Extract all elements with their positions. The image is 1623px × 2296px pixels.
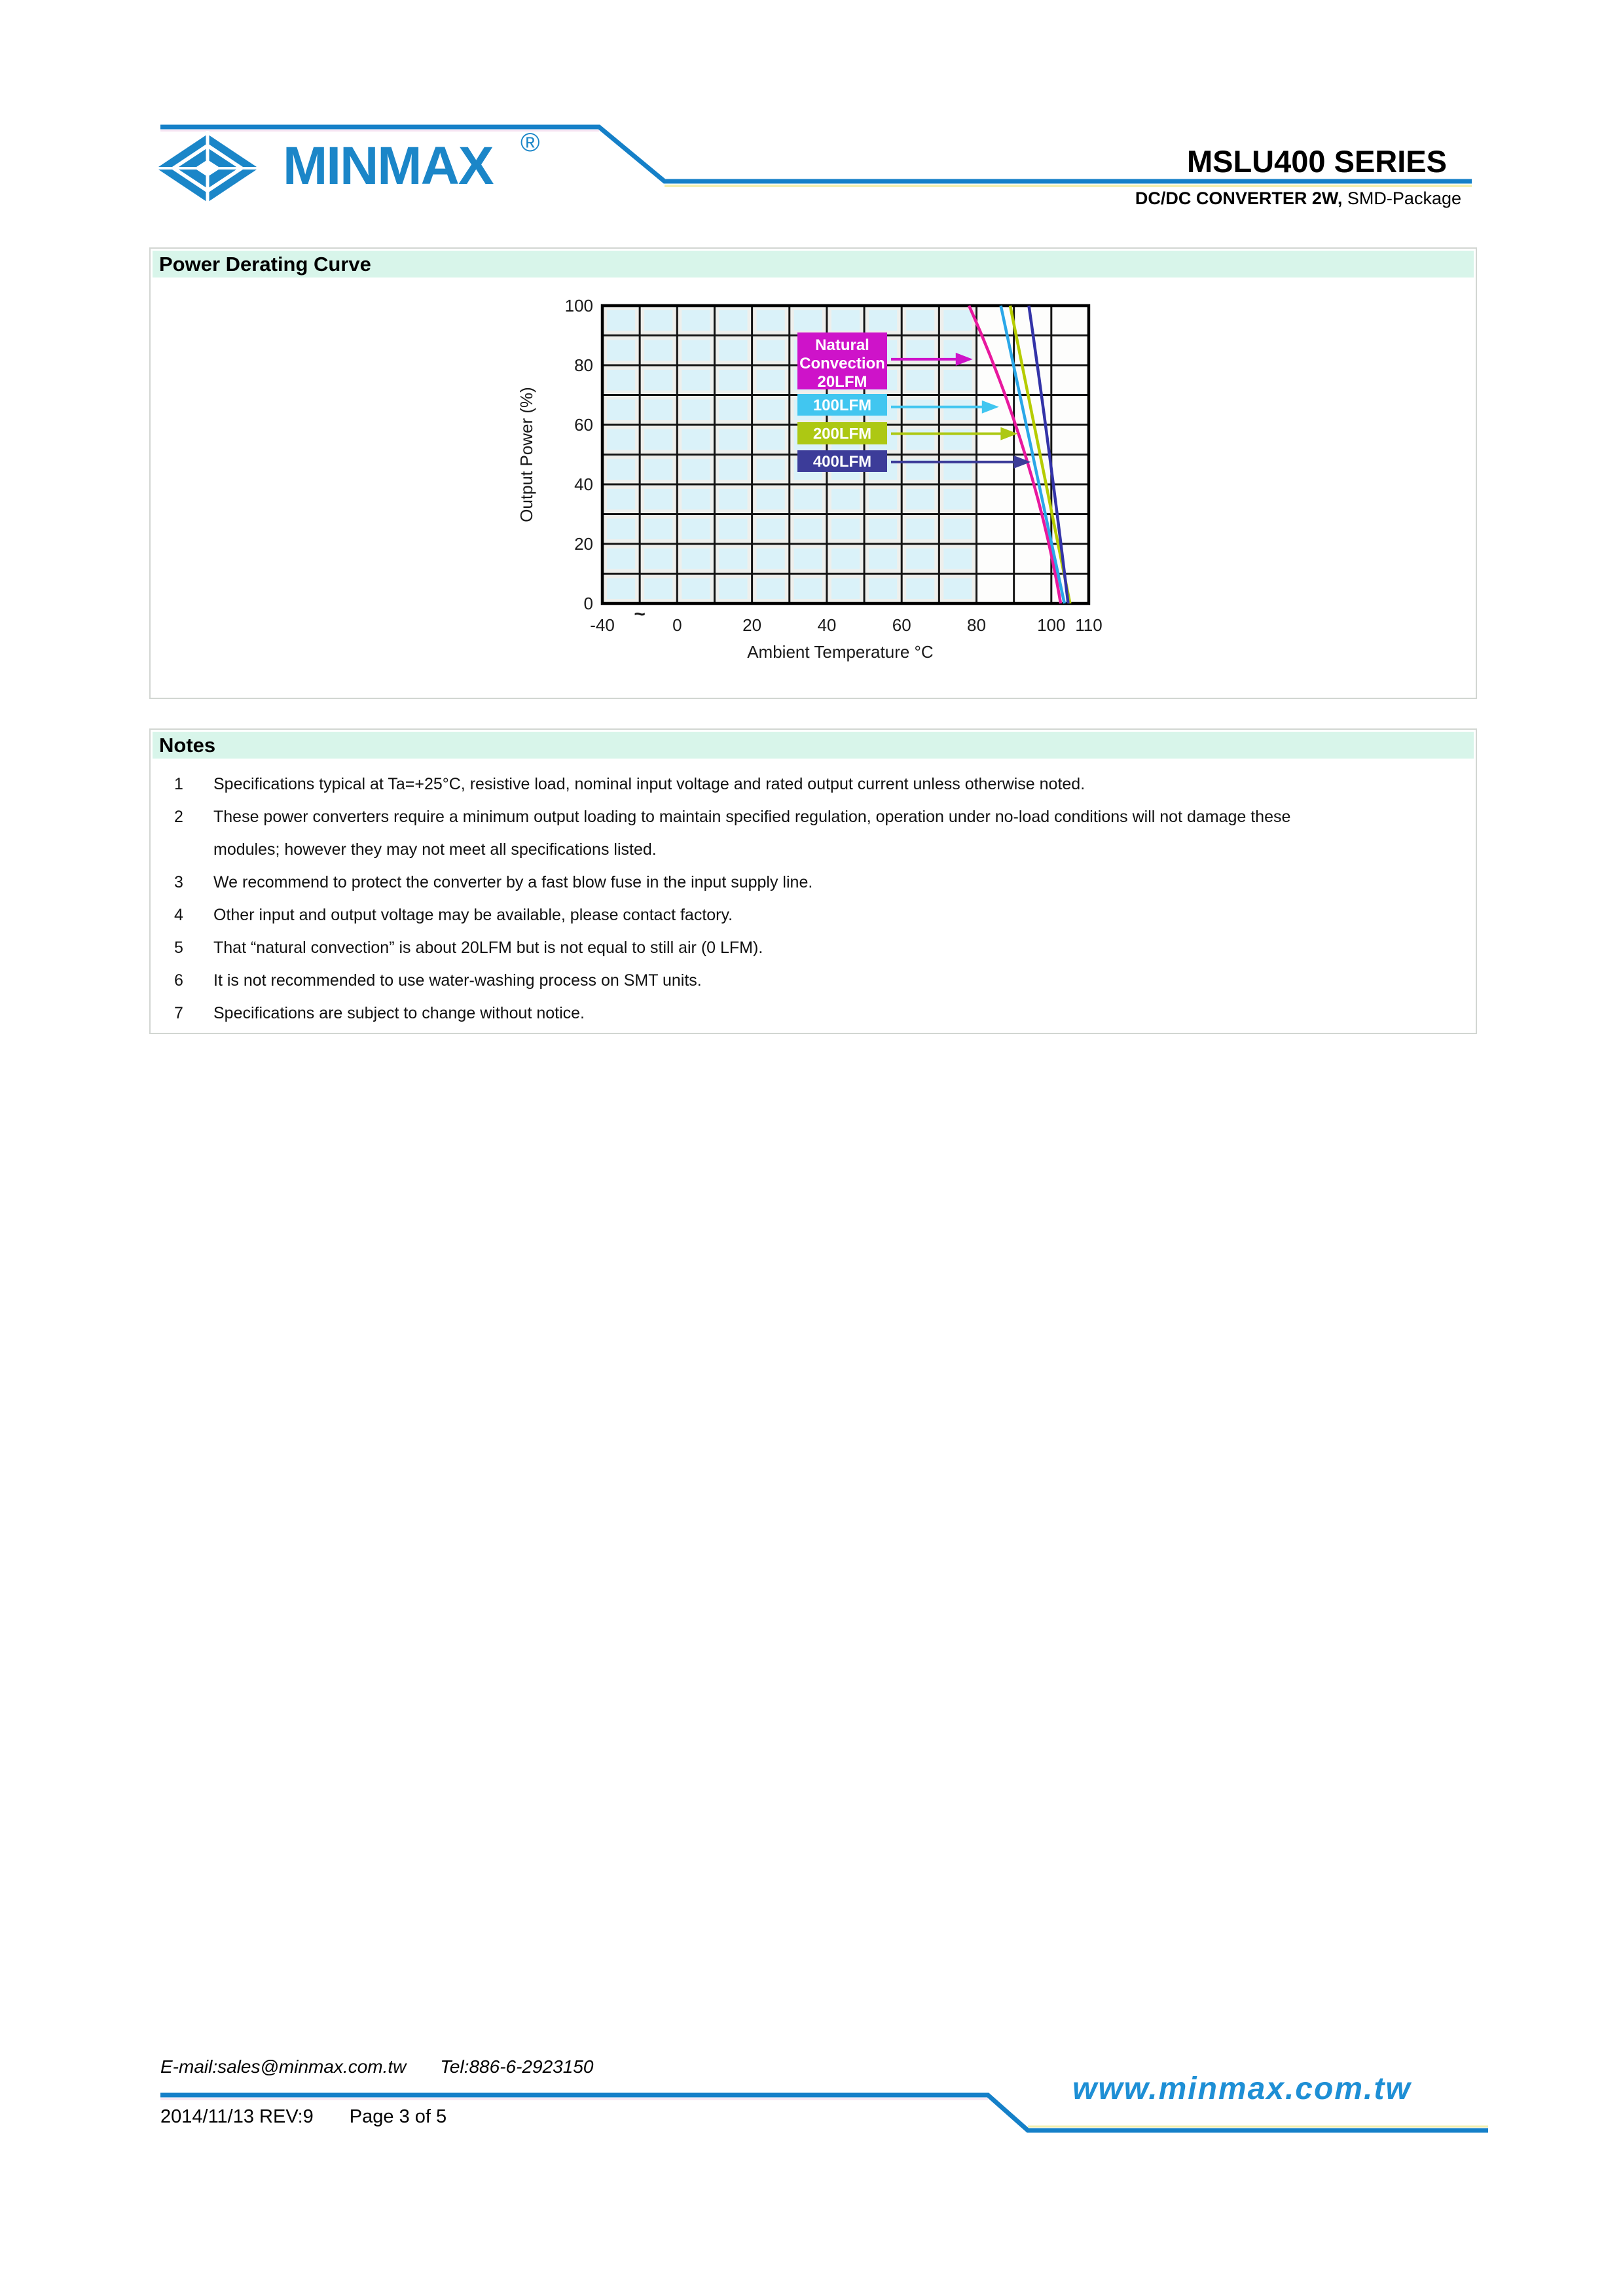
svg-text:110: 110: [1075, 615, 1103, 635]
note-item: [153, 768, 1469, 800]
footer-contact: [160, 2056, 593, 2077]
note-item: [153, 931, 1469, 964]
subtitle-regular: SMD-Package: [1342, 188, 1461, 208]
svg-text:0: 0: [672, 615, 682, 635]
notes-list: [153, 768, 1469, 1030]
svg-text:80: 80: [967, 615, 986, 635]
notes-section: [149, 728, 1477, 1034]
x-axis-break-symbol: ~: [634, 603, 646, 625]
footer-revision-row: [160, 2106, 447, 2128]
note-number: 5: [174, 939, 183, 957]
note-text: That “natural convection” is about 20LFM but is not equal to still air (0 LFM).: [213, 939, 763, 957]
footer-email: E-mail:sales@minmax.com.tw: [160, 2056, 407, 2077]
svg-text:100: 100: [564, 296, 593, 315]
note-text: Specifications typical at Ta=+25°C, resistive load, nominal input voltage and rated output current unless otherwise noted.: [213, 775, 1085, 793]
svg-text:100: 100: [1037, 615, 1066, 635]
svg-text:40: 40: [817, 615, 837, 635]
note-text: These power converters require a minimum output loading to maintain specified regulation, operation under no-load conditions will not damage these modules; however they may not meet all specifications listed.: [213, 808, 1291, 859]
note-item: [153, 800, 1469, 866]
note-text: Other input and output voltage may be available, please contact factory.: [213, 906, 733, 924]
note-number: 1: [174, 775, 183, 793]
svg-text:400LFM: 400LFM: [812, 453, 872, 471]
note-item: [153, 997, 1469, 1030]
note-number: 6: [174, 971, 183, 990]
svg-text:20: 20: [574, 534, 593, 554]
derating-section-header: [153, 251, 1474, 278]
x-axis-ticks: [590, 615, 1102, 635]
svg-text:Convection: Convection: [799, 355, 885, 372]
footer-revision: 2014/11/13 REV:9: [160, 2106, 314, 2127]
derating-chart: [149, 276, 1477, 699]
note-item: [153, 964, 1469, 997]
svg-text:20LFM: 20LFM: [817, 373, 867, 391]
note-text: We recommend to protect the converter by a fast blow fuse in the input supply line.: [213, 873, 813, 891]
svg-text:40: 40: [574, 475, 593, 494]
footer-page-info: Page 3 of 5: [349, 2106, 447, 2127]
svg-text:60: 60: [892, 615, 911, 635]
x-axis-label: Ambient Temperature °C: [747, 642, 934, 662]
note-text: Specifications are subject to change without notice.: [213, 1004, 585, 1022]
svg-text:Natural: Natural: [815, 336, 869, 354]
footer-website: www.minmax.com.tw: [1072, 2072, 1412, 2106]
y-axis-label: Output Power (%): [517, 387, 536, 522]
notes-section-title: Notes: [159, 733, 216, 757]
svg-text:80: 80: [574, 355, 593, 375]
svg-text:20: 20: [742, 615, 762, 635]
svg-text:100LFM: 100LFM: [812, 397, 872, 414]
footer-tel: Tel:886-6-2923150: [440, 2056, 594, 2077]
svg-text:200LFM: 200LFM: [812, 425, 872, 443]
note-number: 4: [174, 906, 183, 924]
notes-section-header: [153, 732, 1474, 759]
note-text: It is not recommended to use water-washing process on SMT units.: [213, 971, 702, 990]
page-title: MSLU400 SERIES: [1186, 144, 1447, 179]
page-subtitle: [1135, 188, 1461, 209]
note-item: [153, 866, 1469, 899]
brand-logo-text: MINMAX: [283, 136, 493, 196]
derating-section-title: Power Derating Curve: [159, 252, 371, 276]
svg-text:-40: -40: [590, 615, 615, 635]
note-number: 3: [174, 873, 183, 891]
registered-trademark-icon: ®: [520, 128, 540, 157]
svg-text:0: 0: [583, 594, 593, 613]
note-number: 7: [174, 1004, 183, 1022]
y-axis-ticks: [565, 296, 593, 613]
note-item: [153, 899, 1469, 931]
note-number: 2: [174, 808, 183, 826]
subtitle-bold: DC/DC CONVERTER 2W,: [1135, 188, 1343, 208]
minmax-diamond-logo-icon: [153, 131, 262, 206]
svg-text:60: 60: [574, 415, 593, 435]
